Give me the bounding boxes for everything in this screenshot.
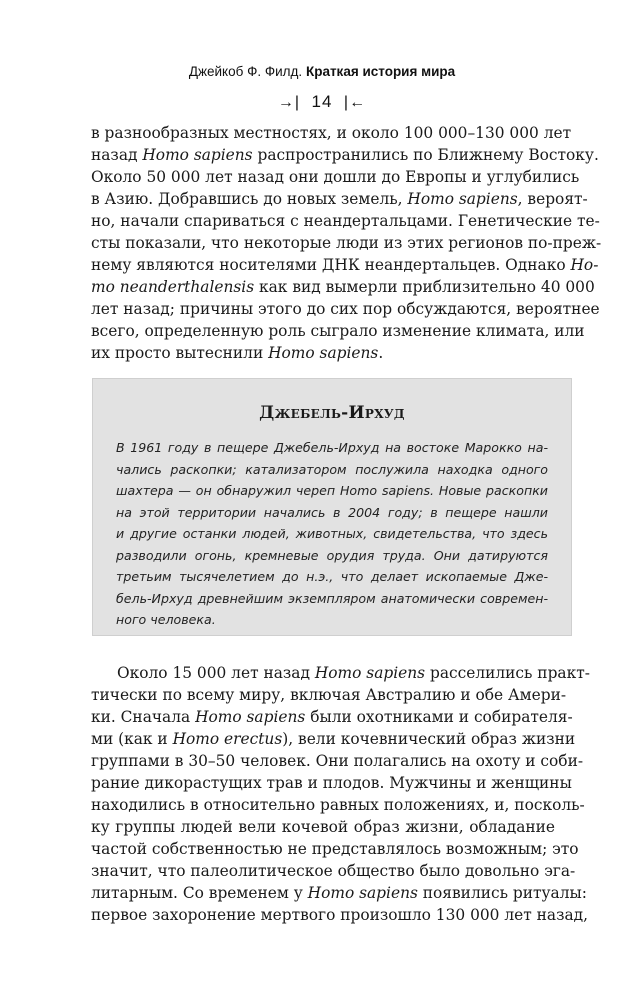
text-line: в Азию. Добравшись до новых земель, Homo sapiens, вероят-	[91, 190, 588, 208]
text-line: ку группы людей вели кочевой образ жизни, обладание	[91, 818, 555, 836]
text-line: Около 15 000 лет назад Homo sapiens расселились практ-	[117, 664, 590, 682]
sidebar-line: и другие останки людей, животных, свидетельства, что здесь	[116, 526, 548, 541]
sidebar-line: разводили огонь, кремневые орудия труда. Они датируются	[116, 547, 548, 563]
text-line: ки. Сначала Homo sapiens были охотниками и собирателя-	[91, 708, 573, 726]
page-number: 14	[311, 92, 333, 111]
paragraph-1	[91, 122, 602, 364]
text-line: назад Homo sapiens распространились по Ближнему Востоку.	[91, 146, 599, 164]
sidebar-line: чались раскопки; катализатором послужила находка одного	[116, 461, 548, 477]
author-name: Джейкоб Ф. Филд.	[188, 64, 303, 79]
sidebar-line: третьим тысячелетием до н.э., что делает ископаемые Дже-	[116, 569, 548, 584]
text-line: тически по всему миру, включая Австралию и обе Амери-	[91, 686, 567, 704]
italic-term: Homo sapiens	[268, 344, 379, 362]
text-line: всего, определенную роль сыграло изменение климата, или	[91, 322, 585, 340]
prev-page-icon[interactable]: →|	[277, 94, 301, 111]
text-line: mo neanderthalensis как вид вымерли приблизительно 40 000	[91, 278, 595, 296]
text-line: литарным. Со временем у Homo sapiens появились ритуалы:	[91, 884, 587, 902]
text-line: но, начали спариваться с неандертальцами. Генетические те-	[91, 212, 600, 230]
sidebar-box	[92, 378, 572, 636]
text-line: первое захоронение мертвого произошло 130 000 лет назад,	[91, 906, 589, 924]
text-line: ми (как и Homo erectus), вели кочевнический образ жизни	[91, 730, 576, 748]
running-header	[0, 64, 644, 79]
sidebar-title: Джебель-Ирхуд	[259, 403, 405, 423]
sidebar-line: ного человека.	[116, 612, 216, 627]
italic-term: Homo sapiens	[195, 708, 306, 726]
italic-term: Homo sapiens	[407, 190, 518, 208]
sidebar-body	[116, 437, 548, 631]
text-line: значит, что палеолитическое общество было довольно эга-	[91, 862, 576, 880]
text-line: находились в относительно равных положениях, и, посколь-	[91, 796, 585, 814]
italic-term: Homo sapiens	[142, 146, 253, 164]
book-title: Краткая история мира	[305, 64, 456, 79]
italic-term: mo neanderthalensis	[91, 278, 255, 296]
text-line: рание дикорастущих трав и плодов. Мужчины и женщины	[91, 774, 572, 792]
sidebar-line: шахтера — он обнаружил череп Homo sapiens. Новые раскопки	[116, 483, 548, 498]
italic-term: Homo sapiens	[307, 884, 418, 902]
text-line: в разнообразных местностях, и около 100 000–130 000 лет	[91, 124, 572, 142]
text-line: лет назад; причины этого до сих пор обсуждаются, вероятнее	[91, 300, 600, 318]
text-line: сты показали, что некоторые люди из этих регионов по-преж-	[91, 234, 602, 252]
italic-term: Homo erectus	[172, 730, 283, 748]
paragraph-2	[91, 662, 590, 926]
sidebar-line: бель-Ирхуд древнейшим экземпляром анатомически современ-	[116, 590, 548, 606]
text-line: их просто вытеснили Homo sapiens.	[91, 344, 384, 362]
text-line: группами в 30–50 человек. Они полагались на охоту и соби-	[91, 752, 584, 770]
italic-term: Ho-	[570, 256, 599, 274]
next-page-icon[interactable]: |←	[343, 94, 367, 111]
text-line: нему являются носителями ДНК неандертальцев. Однако Ho-	[91, 256, 599, 274]
italic-term: Homo sapiens	[314, 664, 426, 682]
page-navigation	[0, 92, 644, 112]
text-line: Около 50 000 лет назад они дошли до Европы и углубились	[91, 168, 580, 186]
text-line: частой собственностью не представлялось возможным; это	[91, 840, 579, 858]
sidebar-line: В 1961 году в пещере Джебель-Ирхуд на востоке Марокко на-	[116, 440, 548, 455]
sidebar-line: на этой территории начались в 2004 году; в пещере нашли	[116, 504, 548, 520]
